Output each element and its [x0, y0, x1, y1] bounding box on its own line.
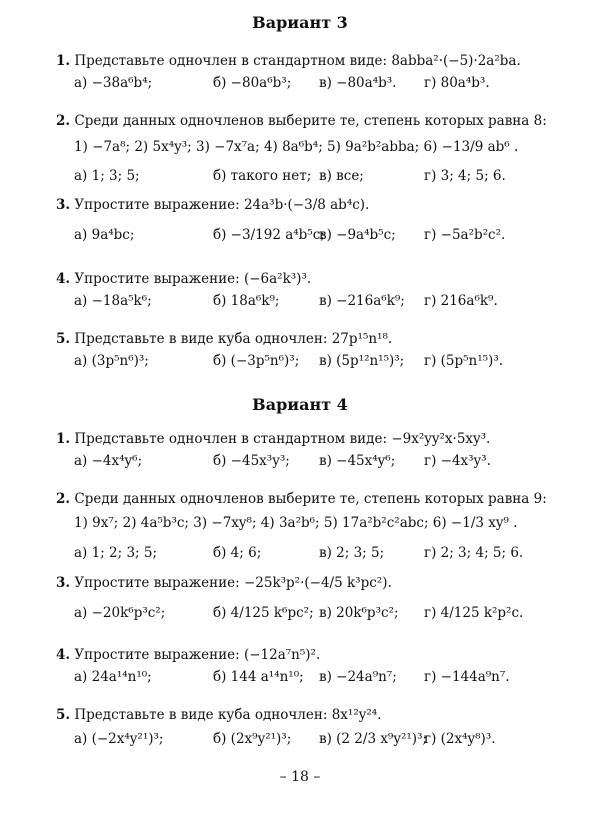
v4-q5-option-d: г) (2x⁴y⁸)³.: [424, 731, 496, 747]
v4-q3-option-b: б) 4/125 k⁶pc²;: [213, 605, 314, 621]
v4-q2-option-d: г) 2; 3; 4; 5; 6.: [424, 545, 524, 561]
v4-q2-text: Среди данных одночленов выберите те, степень которых равна 9:: [74, 491, 547, 507]
v3-q2-option-a: а) 1; 3; 5;: [74, 168, 140, 184]
v3-q3-number: 3.: [56, 197, 71, 213]
v4-q4-option-a: а) 24a¹⁴n¹⁰;: [74, 669, 152, 685]
v4-q2-number: 2.: [56, 491, 71, 507]
v3-q1-prompt: [56, 52, 521, 70]
v3-q2-option-c: в) все;: [319, 168, 364, 184]
v3-q2-option-d: г) 3; 4; 5; 6.: [424, 168, 506, 184]
v3-q3-option-c: в) −9a⁴b⁵c;: [319, 227, 396, 243]
v4-q2-option-a: а) 1; 2; 3; 5;: [74, 545, 158, 561]
v4-q5-option-c: в) (2 2/3 x⁹y²¹)³;: [319, 731, 428, 747]
variant-4-title: Вариант 4: [252, 395, 348, 414]
v3-q5-text: Представьте в виде куба одночлен: 27p¹⁵n¹⁸.: [74, 331, 393, 347]
v4-q5-option-b: б) (2x⁹y²¹)³;: [213, 731, 292, 747]
v4-q5-text: Представьте в виде куба одночлен: 8x¹²y²⁴.: [74, 707, 382, 723]
v3-q5-prompt: [56, 330, 392, 348]
v4-q2-option-c: в) 2; 3; 5;: [319, 545, 385, 561]
v3-q1-option-a: а) −38a⁶b⁴;: [74, 75, 153, 91]
v4-q3-option-d: г) 4/125 k²p²c.: [424, 605, 524, 621]
v4-q4-number: 4.: [56, 647, 71, 663]
v4-q4-option-d: г) −144a⁹n⁷.: [424, 669, 510, 685]
v3-q4-option-a: а) −18a⁵k⁶;: [74, 293, 152, 309]
v3-q3-prompt: [56, 196, 369, 214]
v4-q1-option-a: а) −4x⁴y⁶;: [74, 453, 143, 469]
v3-q2-number: 2.: [56, 113, 71, 129]
v4-q3-option-a: а) −20k⁶p³c²;: [74, 605, 166, 621]
v4-q2-prompt: [56, 490, 547, 508]
v4-q4-text: Упростите выражение: (−12a⁷n⁵)².: [74, 647, 321, 663]
v3-q1-option-d: г) 80a⁴b³.: [424, 75, 490, 91]
v4-q2-items: 1) 9x⁷; 2) 4a⁵b³c; 3) −7xy⁸; 4) 3a²b⁶; 5) 17a²b²c²abc; 6) −1/3 xy⁹ .: [74, 515, 518, 531]
v4-q5-option-a: а) (−2x⁴y²¹)³;: [74, 731, 164, 747]
v4-q3-prompt: [56, 574, 392, 592]
v4-q1-number: 1.: [56, 431, 71, 447]
v4-q1-option-b: б) −45x³y³;: [213, 453, 290, 469]
v3-q4-number: 4.: [56, 271, 71, 287]
v4-q1-prompt: [56, 430, 490, 448]
v4-q3-number: 3.: [56, 575, 71, 591]
v4-q5-prompt: [56, 706, 381, 724]
v3-q3-option-d: г) −5a²b²c².: [424, 227, 506, 243]
v3-q1-option-b: б) −80a⁶b³;: [213, 75, 292, 91]
v3-q5-option-c: в) (5p¹²n¹⁵)³;: [319, 353, 405, 369]
v3-q3-option-b: б) −3/192 a⁴b⁵c;: [213, 227, 325, 243]
v4-q3-text: Упростите выражение: −25k³p²·(−4/5 k³pc²).: [74, 575, 392, 591]
v4-q5-number: 5.: [56, 707, 71, 723]
variant-3-title: Вариант 3: [252, 13, 348, 32]
v3-q5-option-d: г) (5p⁵n¹⁵)³.: [424, 353, 504, 369]
v4-q2-option-b: б) 4; 6;: [213, 545, 262, 561]
v3-q1-number: 1.: [56, 53, 71, 69]
page-number: – 18 –: [279, 769, 321, 785]
v4-q4-option-c: в) −24a⁹n⁷;: [319, 669, 397, 685]
v3-q2-option-b: б) такого нет;: [213, 168, 312, 184]
v4-q4-option-b: б) 144 a¹⁴n¹⁰;: [213, 669, 304, 685]
v3-q2-items: 1) −7a⁸; 2) 5x⁴y³; 3) −7x⁷a; 4) 8a⁶b⁴; 5) 9a²b²abba; 6) −13/9 ab⁶ .: [74, 139, 519, 155]
v3-q3-option-a: а) 9a⁴bc;: [74, 227, 135, 243]
v4-q4-prompt: [56, 646, 320, 664]
v3-q4-option-b: б) 18a⁶k⁹;: [213, 293, 280, 309]
v4-q1-option-c: в) −45x⁴y⁶;: [319, 453, 396, 469]
v3-q5-option-b: б) (−3p⁵n⁶)³;: [213, 353, 300, 369]
v3-q4-option-c: в) −216a⁶k⁹;: [319, 293, 405, 309]
v3-q4-option-d: г) 216a⁶k⁹.: [424, 293, 498, 309]
v3-q1-option-c: в) −80a⁴b³.: [319, 75, 397, 91]
v3-q2-text: Среди данных одночленов выберите те, степень которых равна 8:: [74, 113, 547, 129]
v3-q4-prompt: [56, 270, 311, 288]
v3-q4-text: Упростите выражение: (−6a²k³)³.: [74, 271, 312, 287]
v3-q3-text: Упростите выражение: 24a³b·(−3/8 ab⁴c).: [74, 197, 370, 213]
v3-q5-number: 5.: [56, 331, 71, 347]
v3-q1-text: Представьте одночлен в стандартном виде: 8abba²·(−5)·2a²ba.: [74, 53, 521, 69]
v4-q1-text: Представьте одночлен в стандартном виде: −9x²yy²x·5xy³.: [74, 431, 491, 447]
v3-q5-option-a: а) (3p⁵n⁶)³;: [74, 353, 149, 369]
v3-q2-prompt: [56, 112, 547, 130]
v4-q1-option-d: г) −4x³y³.: [424, 453, 491, 469]
v4-q3-option-c: в) 20k⁶p³c²;: [319, 605, 399, 621]
